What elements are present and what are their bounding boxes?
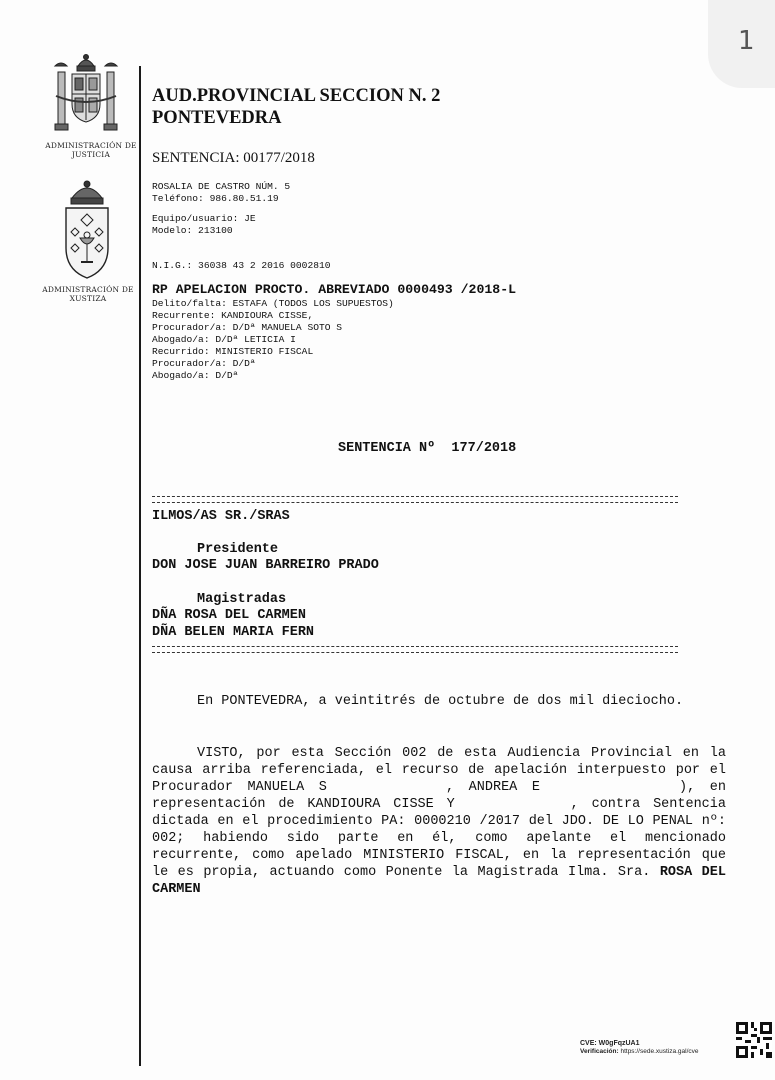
paragraph-visto <box>152 745 726 898</box>
address-street: ROSALIA DE CASTRO NÚM. 5 <box>152 181 291 192</box>
margin-rule <box>139 66 141 1066</box>
galicia-coat-of-arms-icon <box>60 178 114 284</box>
sentence-reference: SENTENCIA: 00177/2018 <box>152 150 315 166</box>
separator-bottom <box>152 646 678 653</box>
case-appellant-procurador: Procurador/a: D/Dª MANUELA SOTO S <box>152 322 342 333</box>
verification-label: Verificación: <box>580 1048 619 1055</box>
page-number: 1 <box>738 26 755 56</box>
page-number-badge <box>708 0 775 88</box>
crest-bottom-label: ADMINISTRACIÓN DE XUSTIZA <box>42 285 134 303</box>
case-respondent-procurador: Procurador/a: D/Dª <box>152 358 256 369</box>
magistrates-label: Magistradas <box>197 592 287 607</box>
magistrate-2: DÑA BELEN MARIA FERN <box>152 625 315 640</box>
court-city: PONTEVEDRA <box>152 108 282 128</box>
court-name: AUD.PROVINCIAL SECCION N. 2 <box>152 86 441 106</box>
magistrate-1: DÑA ROSA DEL CARMEN <box>152 608 306 623</box>
spain-coat-of-arms-icon <box>52 52 120 142</box>
visto-part-e: , contra Sentencia dictada en el procedimiento PA: 0000210 /2017 del JDO. DE LO PENAL nº: 002; habiendo sido parte en él, como apelante el mencionado recurrente, como apelado MINISTERIO FISCAL, en la representación que le es propia, actuando como Ponente la Magistrada Ilma. Sra. <box>152 797 726 880</box>
cve-code: CVE: W0gFqzUA1 <box>580 1040 640 1047</box>
case-respondent-lawyer: Abogado/a: D/Dª <box>152 370 239 381</box>
crest-top-label: ADMINISTRACIÓN DE JUSTICIA <box>45 141 137 159</box>
case-title: RP APELACION PROCTO. ABREVIADO 0000493 /2018-L <box>152 282 517 297</box>
verification-footer <box>580 1040 699 1056</box>
case-appellant-lawyer: Abogado/a: D/Dª LETICIA I <box>152 334 296 345</box>
team-user: Equipo/usuario: JE <box>152 213 256 224</box>
verification-url[interactable]: https://sede.xustiza.gal/cve <box>620 1048 699 1055</box>
case-offence: Delito/falta: ESTAFA (TODOS LOS SUPUESTOS) <box>152 298 394 309</box>
ponente-name: ROSA DEL CARMEN <box>152 865 726 897</box>
sentence-title: SENTENCIA Nº 177/2018 <box>338 441 517 456</box>
address-phone: Teléfono: 986.80.51.19 <box>152 193 279 204</box>
model-number: Modelo: 213100 <box>152 225 233 236</box>
president-label: Presidente <box>197 542 279 557</box>
paragraph-date: En PONTEVEDRA, a veintitrés de octubre de dos mil dieciocho. <box>197 694 684 709</box>
visto-part-b: , ANDREA <box>446 780 518 795</box>
nig-number: N.I.G.: 36038 43 2 2016 0002810 <box>152 260 331 271</box>
visto-part-d: ), en representación de KANDIOURA CISSE Y <box>152 780 726 812</box>
president-name: DON JOSE JUAN BARREIRO PRADO <box>152 558 379 573</box>
tribunal-heading: ILMOS/AS SR./SRAS <box>152 509 290 524</box>
separator-top <box>152 496 678 503</box>
visto-part-c: E <box>531 780 540 795</box>
case-appellant: Recurrente: KANDIOURA CISSE, <box>152 310 314 321</box>
visto-part-a: VISTO, por esta Sección 002 de esta Audiencia Provincial en la causa arriba referenciada, el recurso de apelación interpuesto por el Procurador MANUELA S <box>152 746 726 795</box>
case-respondent: Recurrido: MINISTERIO FISCAL <box>152 346 314 357</box>
qr-code-icon <box>736 1022 772 1058</box>
